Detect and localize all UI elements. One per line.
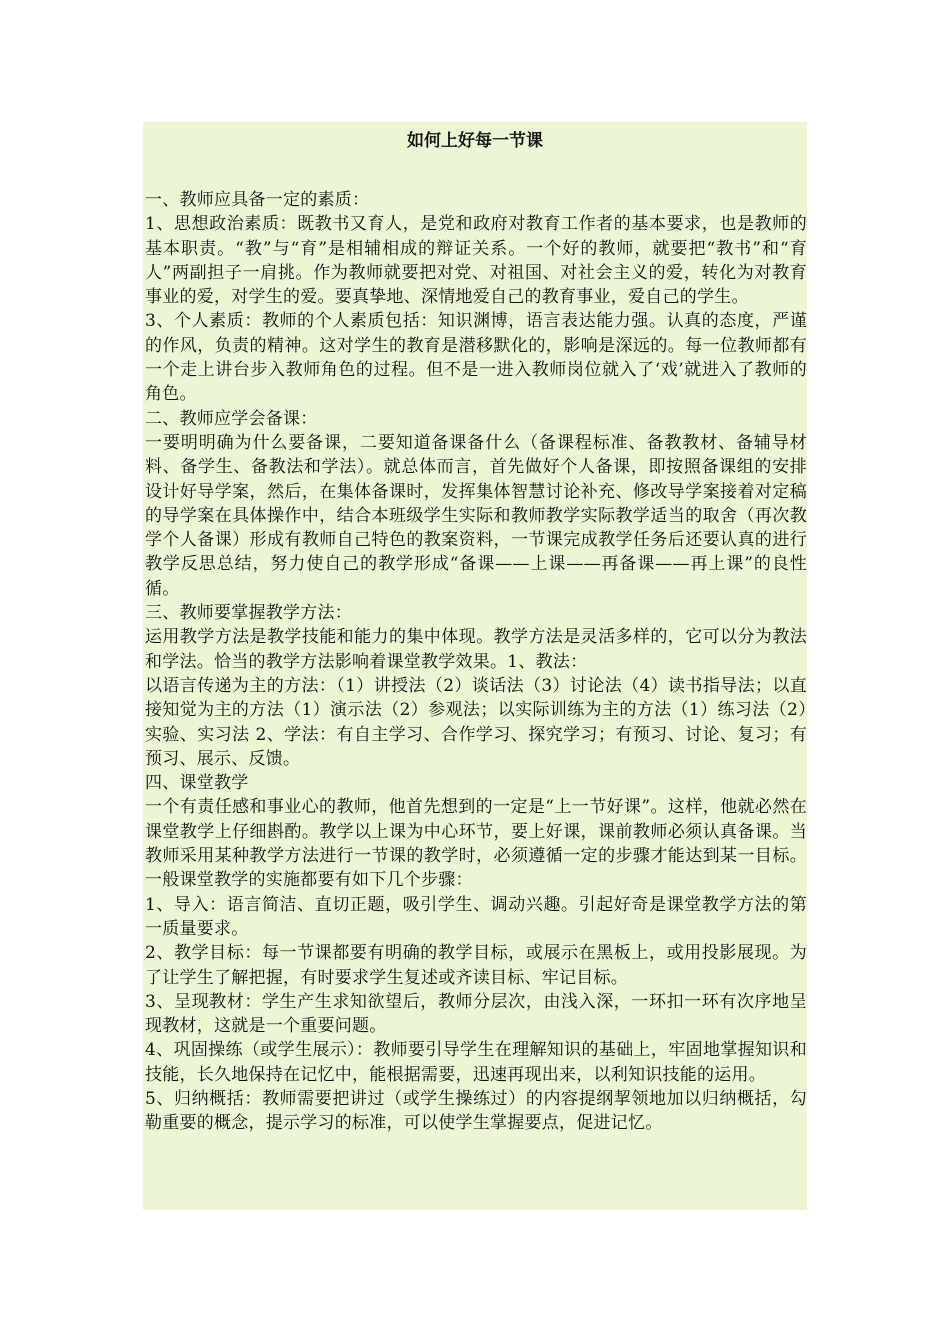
section-heading-1: 一、教师应具备一定的素质：: [145, 190, 370, 210]
paragraph-classroom-teaching: 一个有责任感和事业心的教师，他首先想到的一定是“上一节好课”。这样，他就必然在课堂教学上仔细斟酌。教学以上课为中心环节，要上好课，课前教师必须认真备课。当教师采用某种教学方法进行一节课的教学时，必须遵循一定的步骤才能达到某一目标。一般课堂教学的实施都要有如下几个步骤：: [145, 797, 807, 891]
step-consolidation: 4、巩固操练（或学生展示）：教师要引导学生在理解知识的基础上，牢固地掌握知识和技能，长久地保持在记忆中，能根据需要，迅速再现出来，以利知识技能的运用。: [145, 1040, 807, 1085]
step-present-material: 3、呈现教材：学生产生求知欲望后，教师分层次，由浅入深，一环扣一环有次序地呈现教材，这就是一个重要问题。: [145, 991, 807, 1037]
paragraph-lesson-prep: 一要明明确为什么要备课，二要知道备课备什么（备课程标准、备教教材、备辅导材料、备学生、备教法和学法）。就总体而言，首先做好个人备课，即按照备课组的安排设计好导学案，然后，在集体备课时，发挥集体智慧讨论补充、修改导学案接着对定稿的导学案在具体操作中，结合本班级学生实际和教师教学实际教学适当的取舍（再次教学个人备课）形成有教师自己特色的教案资料，一节课完成教学任务后还要认真的进行教学反思总结，努力使自己的教学形成“备课——上课——再备课——再上课”的良性循。: [145, 432, 807, 599]
paragraph-teaching-methods: 运用教学方法是教学技能和能力的集中体现。教学方法是灵活多样的，它可以分为教法和学法。恰当的教学方法影响着课堂教学效果。1、教法：: [145, 627, 807, 672]
section-heading-3: 三、教师要掌握教学方法：: [145, 603, 352, 624]
section-heading-2: 二、教师应学会备课：: [145, 408, 318, 429]
document-highlight-block: [143, 122, 807, 1210]
document-title: 如何上好每一节课: [407, 131, 543, 151]
paragraph-method-list: 以语言传递为主的方法：（1）讲授法（2）谈话法（3）讨论法（4）读书指导法；以直接知觉为主的方法（1）演示法（2）参观法；以实际训练为主的方法（1）练习法（2）实验、实习法 2、学法：有自主学习、合作学习、探究学习；有预习、讨论、复习；有预习、展示、反馈。: [145, 675, 807, 769]
paragraph-political-quality: 1、思想政治素质：既教书又育人，是党和政府对教育工作者的基本要求，也是教师的基本职责。“教”与“育”是相辅相成的辩证关系。一个好的教师，就要把“教书”和“育人”两副担子一肩挑。作为教师就要把对党、对祖国、对社会主义的爱，转化为对教育事业的爱，对学生的爱。要真挚地、深情地爱自己的教育事业，爱自己的学生。: [145, 214, 807, 308]
paragraph-personal-quality: 3、个人素质：教师的个人素质包括：知识渊博，语言表达能力强。认真的态度，严谨的作风，负责的精神。这对学生的教育是潜移默化的，影响是深远的。每一位教师都有一个走上讲台步入教师角色的过程。但不是一进入教师岗位就入了‘戏’就进入了教师的角色。: [145, 311, 807, 405]
document-body: [145, 188, 807, 1136]
step-summary: 5、归纳概括：教师需要把讲过（或学生操练过）的内容提纲挈领地加以归纳概括，勾勒重要的概念，提示学习的标准，可以使学生掌握要点，促进记忆。: [145, 1088, 807, 1134]
step-teaching-goals: 2、教学目标：每一节课都要有明确的教学目标，或展示在黑板上，或用投影展现。为了让学生了解把握，有时要求学生复述或齐读目标、牢记目标。: [145, 943, 807, 988]
section-heading-4: 四、课堂教学: [145, 773, 249, 794]
step-introduction: 1、导入：语言简洁、直切正题，吸引学生、调动兴趣。引起好奇是课堂教学方法的第一质量要求。: [145, 894, 807, 939]
